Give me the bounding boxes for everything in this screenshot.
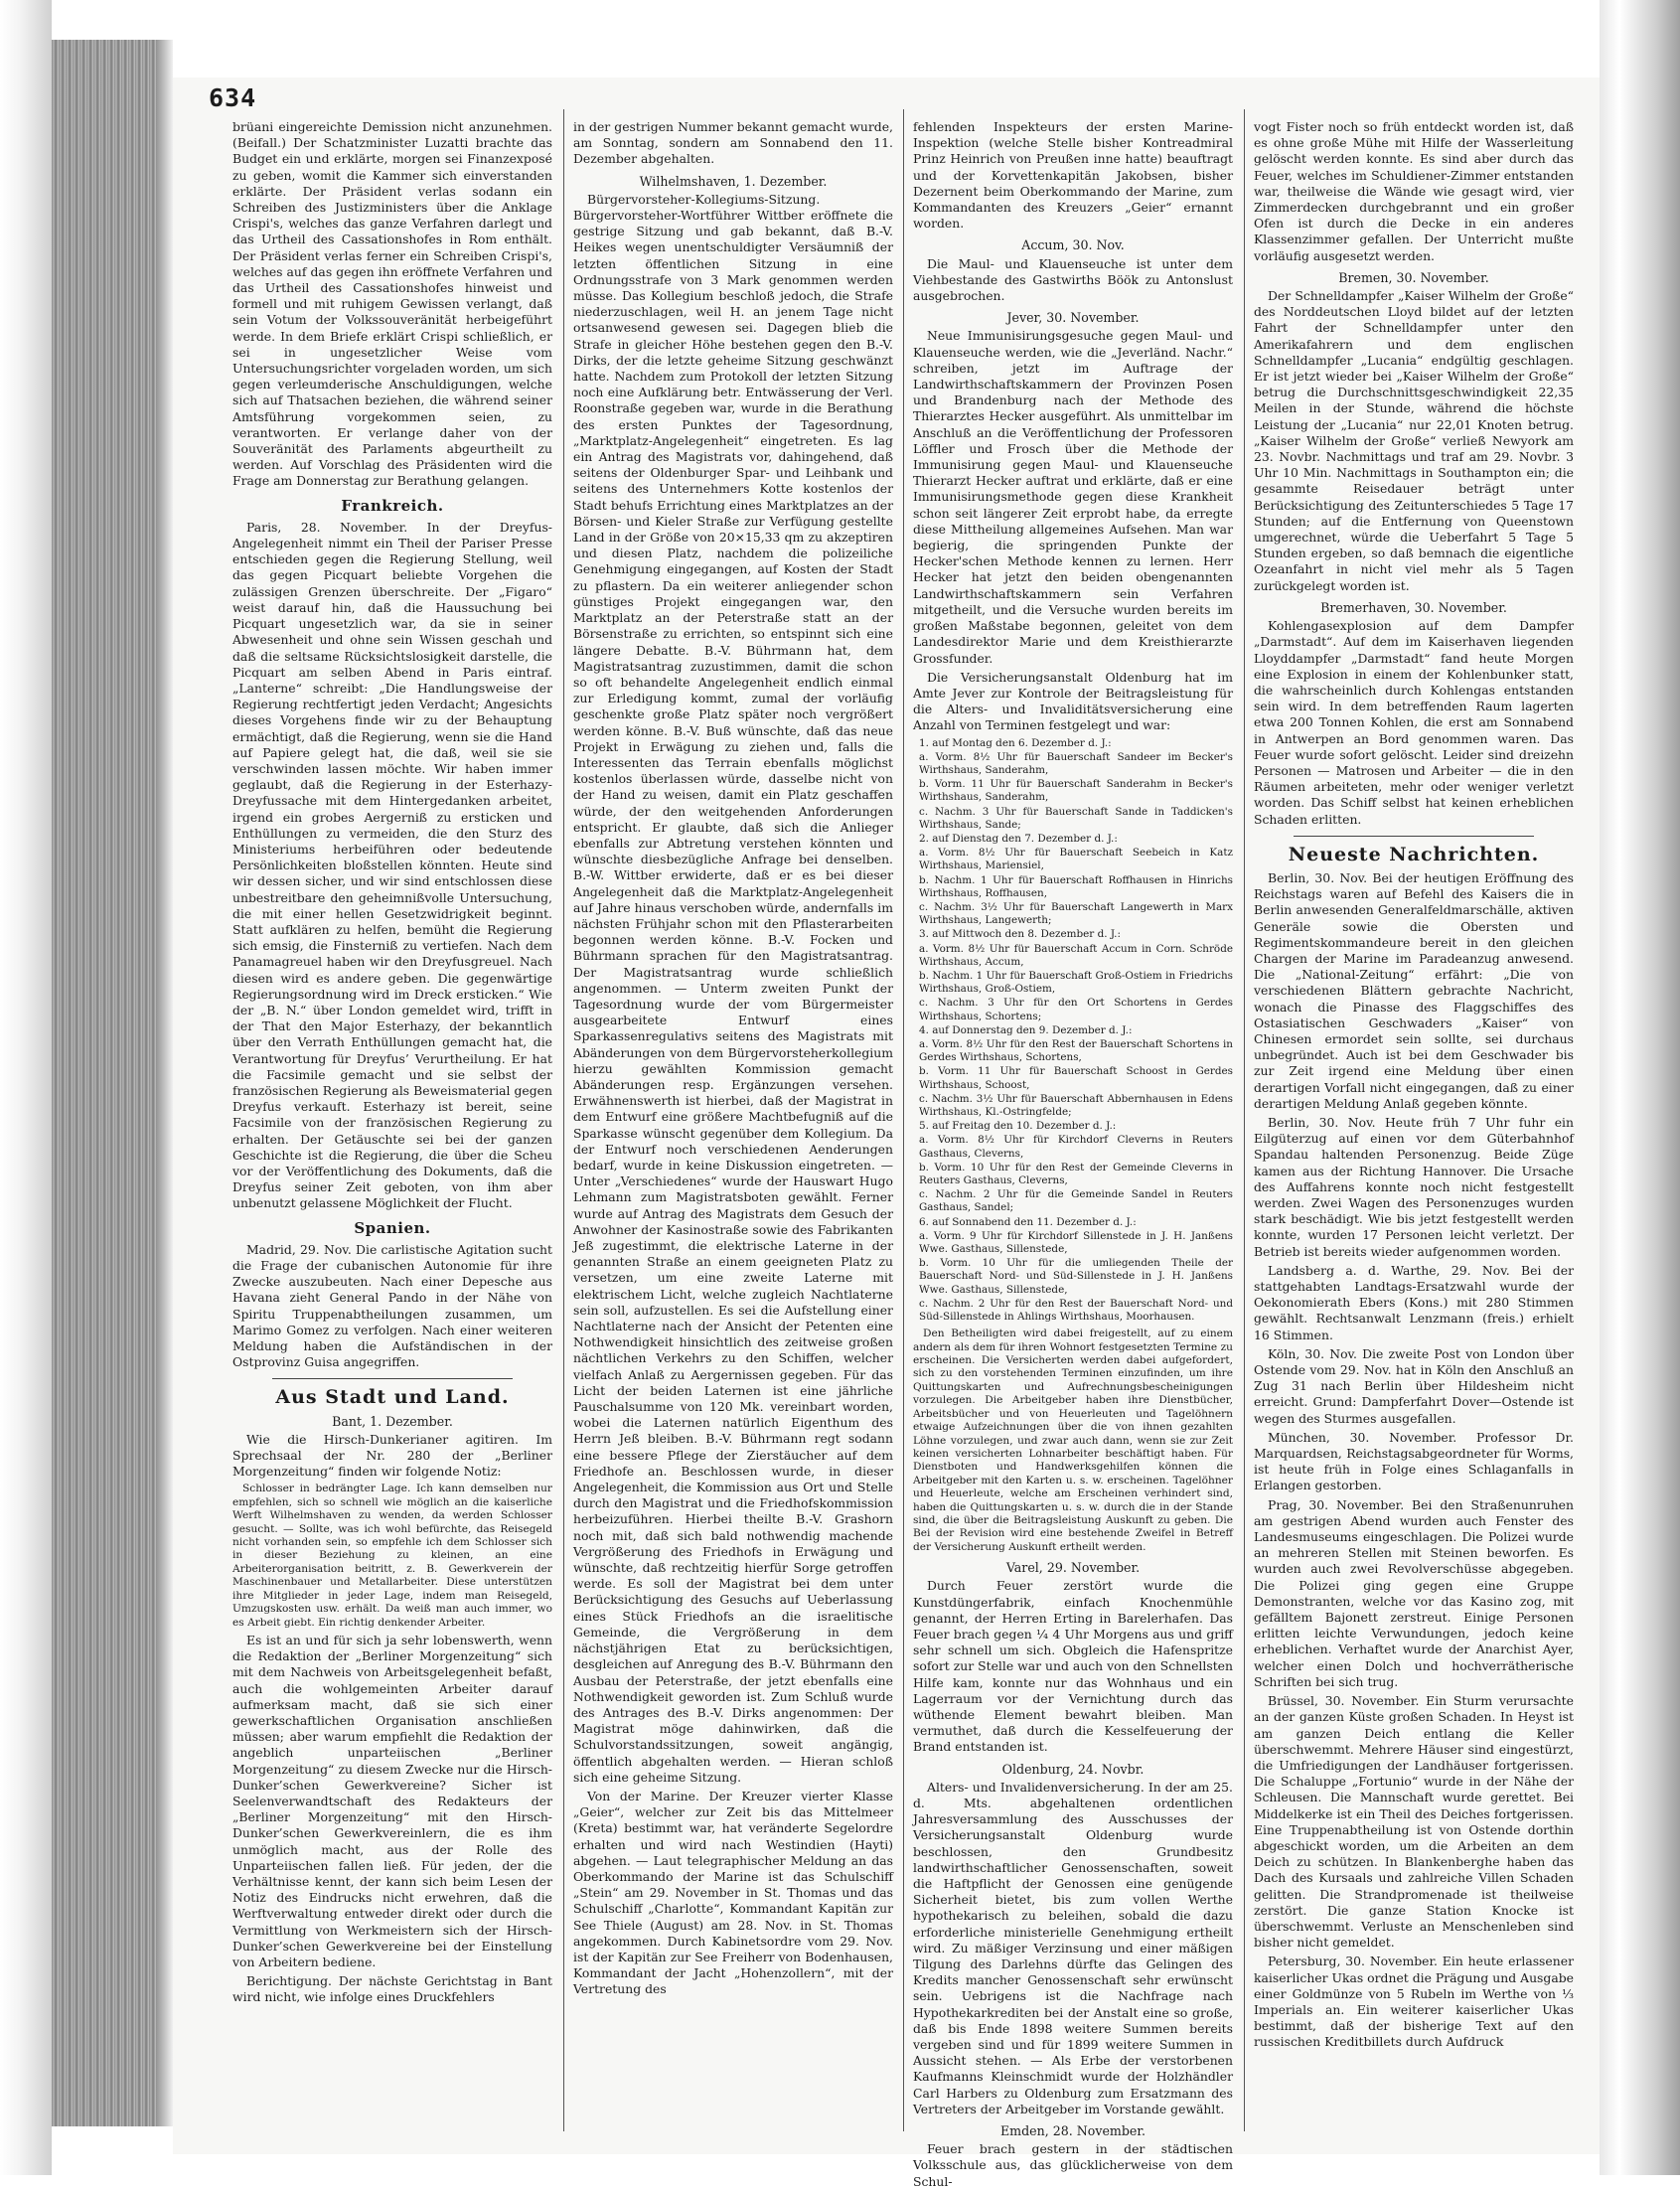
article-paragraph: Petersburg, 30. November. Ein heute erlassener kaiserlicher Ukas ordnet die Prägung und Ausgabe einer Goldmünze von 5 Rubeln im Werthe von ⅓ Imperials an. Ein weiterer kaiserlicher Ukas bestimmt, daß der bisherige Text auf den russischen Kreditbillets durch Aufdruck: [1254, 1954, 1574, 2050]
article-paragraph: Alters- und Invalidenversicherung. In der am 25. d. Mts. abgehaltenen ordentlichen Jahresversammlung des Ausschusses der Versicherungsanstalt Oldenburg wurde beschlossen, den Grundbesitz landwirthschaftlicher Genossenschaften, soweit die Haftpflicht der Genossen eine genügende Sicherheit bietet, bis zum vollen Werthe hypothekarisch zu beleihen, sobald die dazu erforderliche ministerielle Genehmigung ertheilt wird. Zu mäßiger Verzinsung und einer mäßigen Tilgung des Darlehns dürfte das Gelingen des Kredits mancher Genossenschaft sehr erwünscht sein. Uebrigens ist die Nachfrage nach Hypothekarkrediten bei der Anstalt eine so große, daß bis Ende 1898 weitere Summen bereits vergeben sind und für 1899 weitere Summen in Aussicht stehen. — Als Erbe der verstorbenen Kaufmanns Kleinschmidt wurde der Holzhändler Carl Harbers zu Oldenburg zum Ersatzmann des Vertreters der Arbeitgeber im Vorstande gewählt.: [913, 1779, 1233, 2116]
article-paragraph: Bürgervorsteher-Kollegiums-Sitzung. Bürgervorsteher-Wortführer Wittber eröffnete die gestrige Sitzung und gab bekannt, daß B.-V. Heikes wegen unentschuldigter Versäumniß der letzten öffentlichen Sitzung in eine Ordnungsstrafe von 3 Mark genommen werden müsse. Das Kollegium beschloß jedoch, die Strafe niederzuschlagen, weil H. an jenem Tage nicht ortsanwesend gewesen sei. Dagegen blieb die Strafe in gleicher Höhe bestehen gegen den B.-V. Dirks, der die letzte geheime Sitzung geschwänzt hatte. Nachdem zum Protokoll der letzten Sitzung noch eine Aufklärung betr. Entwässerung der Verl. Roonstraße gegeben war, wurde in die Berathung des ersten Punktes der Tagesordnung, „Marktplatz-Angelegenheit“ eingetreten. Es lag ein Antrag des Magistrats vor, dahingehend, daß seitens der Oldenburger Spar- und Leihbank und seitens des Unternehmers Kotte kostenlos der Stadt behufs Errichtung eines Marktplatzes an der Börsen- und Kieler Straße zur Verfügung gestellte Land in der Größe von 20×15,33 qm zu akzeptiren und diesen Platz, nachdem die polizeiliche Genehmigung eingegangen, auf Kosten der Stadt zu pflastern. Da ein weiterer anliegender schon günstiges Projekt eingegangen war, den Marktplatz an der Peterstraße statt an der Börsenstraße zu errichten, so entspinnt sich eine längere Debatte. B.-V. Bührmann hat, dem Magistratsantrag zuzustimmen, damit die schon so oft behandelte Angelegenheit endlich einmal zur Erledigung kommt, zumal der vorläufig geschenkte große Platz später noch vergrößert werden könne. B.-V. Buß wünschte, daß das neue Projekt in Erwägung zu ziehen und, falls die Interessenten das Terrain ebenfalls möglichst kostenlos überlassen würde, dasselbe nicht von der Hand zu weisen, damit ein Platz geschaffen würde, der den weitgehenden Anforderungen entspricht. Er glaubte, daß sich die Anlieger ebenfalls zur Abtretung verstehen könnten und wünschte diesbezügliche Anfrage bei denselben. B.-W. Wittber erwiderte, daß er es bei dieser Angelegenheit daß die Marktplatz-Angelegenheit auf Jahre hinaus verschoben würde, andernfalls im nächsten Frühjahr schon mit den Pflasterarbeiten begonnen werden könne. B.-V. Focken und Bührmann sprachen für den Magistratsantrag. Der Magistratsantrag wurde schließlich angenommen. — Unterm zweiten Punkt der Tagesordnung wurde der vom Bürgermeister ausgearbeitete Entwurf eines Sparkassenregulativs seitens des Magistrats mit Abänderungen von dem Bürgervorsteherkollegium hierzu gewählten Kommission gemacht Abänderungen resp. Ergänzungen versehen. Erwähnenswerth ist hierbei, daß der Magistrat in dem Entwurf eine größere Machtbefugniß auf die Sparkasse wünscht gegenüber dem Kollegium. Da der Entwurf noch verschiedenen Aenderungen bedarf, wurde in keine Diskussion eingetreten. — Unter „Verschiedenes“ wurde der Hauswart Hugo Lehmann zum Magistratsboten gewählt. Ferner wurde auf Antrag des Magistrats dem Gesuch der Anwohner der Kasinostraße sowie des Fabrikanten Jeß zugestimmt, die elektrische Laterne in der genannten Straße an einem geeigneten Platz zu versetzen, um eine zweite Laterne mit elektrischem Licht, welche zugleich Nachtlaterne sein soll, aufzustellen. Es sei die Aufstellung einer Nachtlaterne nach der Ansicht der Petenten eine Nothwendigkeit hinsichtlich des zeitweise großen nächtlichen Verkehrs zu den Schiffen, welcher vielfach Anlaß zu Aergernissen gegeben. Für das Licht der beiden Laternen ist eine jährliche Pauschalsumme von 120 Mk. vereinbart worden, wobei die Laternen natürlich Eigenthum des Herrn Jeß bleiben. B.-V. Bührmann regt sodann eine bessere Pflege der Zierstäucher auf dem Friedhofe an. Beschlossen wurde, in dieser Angelegenheit, die Kommission aus Ort und Stelle durch den Magistrat und die Friedhofskommission herbeizuführen. Hierbei theilte B.-V. Grashorn noch mit, daß sich bald nothwendig machende Vergrößerung des Friedhofs in Erwägung und wünschte, daß rechtzeitig hierfür Sorge getroffen werde. Es soll der Magistrat bei dem unter Berücksichtigung des Gesuchs auf Ueberlassung eines Stück Friedhofs an die israelitische Gemeinde, die Vergrößerung in dem nächstjährigen Etat zu berücksichtigen, desgleichen auf Anregung des B.-V. Bührmann den Ausbau der Peterstraße, der jetzt ebenfalls eine Nothwendigkeit geworden ist. Zum Schluß wurde des Antrages des B.-V. Dirks angenommen: Der Magistrat möge dahinwirken, daß die Schulvorstandssitzungen, soweit angängig, öffentlich abgehalten werden. — Hieran schloß sich eine geheime Sitzung.: [573, 191, 893, 1785]
article-paragraph: Köln, 30. Nov. Die zweite Post von London über Ostende vom 29. Nov. hat in Köln den Anschluß an Zug 31 nach Berlin über Hildesheim nicht erreicht. Grund: Dampferfahrt Dover—Ostende ist wegen des Sturmes ausgefallen.: [1254, 1345, 1574, 1426]
major-section-heading: Neueste Nachrichten.: [1288, 843, 1540, 865]
schedule-entry: b. Nachm. 1 Uhr für Bauerschaft Groß-Ostiem in Friedrichs Wirthshaus, Groß-Ostiem,: [919, 969, 1233, 996]
schedule-entry: a. Vorm. 8½ Uhr für Bauerschaft Accum in Corn. Schröde Wirthshaus, Accum,: [919, 942, 1233, 968]
schedule-day: 3. auf Mittwoch den 8. Dezember d. J.:: [919, 928, 1121, 941]
dateline: Jever, 30. November.: [1006, 310, 1140, 326]
dateline: Oldenburg, 24. Novbr.: [1001, 1761, 1145, 1777]
small-print-block: [913, 1328, 1233, 1554]
schedule-day: 2. auf Dienstag den 7. Dezember d. J.:: [919, 832, 1118, 845]
schedule-entry: c. Nachm. 2 Uhr für die Gemeinde Sandel in Reuters Gasthaus, Sandel;: [919, 1188, 1233, 1214]
article-paragraph: Berlin, 30. Nov. Bei der heutigen Eröffnung des Reichstags waren auf Befehl des Kaisers die in Berlin anwesenden Generalfeldmarschälle, aktiven Generäle sowie die Obersten und Regimentskommandeure bereit in den gleichen Chargen der Marine im Paradeanzug anwesend. Die „National-Zeitung“ erfährt: „Die von verschiedenen Blättern gebrachte Nachricht, wonach die Pinasse des Flaggschiffes des Ostasiatischen Geschwaders „Kaiser“ von Chinesen ermordet sein sollte, sei durchaus unbegründet. Auch ist bei dem Geschwader bis zur Zeit irgend eine Meldung über einen derartigen Vorfall nicht eingegangen, daß zu einer derartigen Meldung Anlaß gegeben könnte.: [1254, 869, 1574, 1111]
dateline: Emden, 28. November.: [999, 2123, 1146, 2139]
schedule-entry: b. Vorm. 11 Uhr für Bauerschaft Sanderahm in Becker's Wirthshaus, Sanderahm,: [919, 778, 1233, 804]
article-paragraph: Landsberg a. d. Warthe, 29. Nov. Bei der stattgehabten Landtags-Ersatzwahl wurde der Oekonomierath Ebers (Kons.) mit 280 Stimmen gewählt. Rechtsanwalt Lenzmann (freis.) erhielt 16 Stimmen.: [1254, 1262, 1574, 1342]
article-paragraph: Kohlengasexplosion auf dem Dampfer „Darmstadt“. Auf dem im Kaiserhaven liegenden Lloyddampfer „Darmstadt“ fand heute Morgen eine Explosion in einem der Kohlenbunker statt, die wahrscheinlich durch Kohlengas entstanden sein wird. In dem betreffenden Raum lagerten etwa 200 Tonnen Kohlen, die erst am Sonnabend in Antwerpen an Bord genommen waren. Das Feuer wurde sofort gelöscht. Leider sind dreizehn Personen — Matrosen und Arbeiter — die in den Räumen arbeiteten, mehr oder weniger verletzt worden. Das Schiff selbst hat keinen erheblichen Schaden erlitten.: [1254, 618, 1574, 827]
section-divider: [1294, 836, 1534, 837]
article-paragraph: Madrid, 29. Nov. Die carlistische Agitation sucht die Frage der cubanischen Autonomie für ihre Zwecke auszubeuten. Nach einer Depesche aus Havana zieht General Pando in der Nähe von Spiritu Truppenabtheilungen zusammen, um Marimo Gomez zu verfolgen. Nach einer weiteren Meldung haben die Aufständischen in der Ostprovinz Guisa angegriffen.: [232, 1241, 552, 1370]
column-4: [1254, 119, 1574, 2131]
dateline: Varel, 29. November.: [1005, 1560, 1141, 1576]
article-paragraph: Die Maul- und Klauenseuche ist unter dem Viehbestande des Gastwirths Böök zu Antonslust ausgebrochen.: [913, 255, 1233, 304]
section-divider: [272, 1378, 513, 1379]
page-stack-edge: [52, 40, 173, 2126]
article-paragraph: Der Schnelldampfer „Kaiser Wilhelm der Große“ des Norddeutschen Lloyd bildet auf der letzten Fahrt der Schnelldampfer unter den Amerikafahrern und dem englischen Schnelldampfer „Lucania“ endgültig geschlagen. Er ist jetzt wieder bei „Kaiser Wilhelm der Große“ betrug die Durchschnittsgeschwindigkeit 22,35 Meilen in der Stunde, während die höchste Leistung der „Lucania“ nur 22,01 Knoten betrug. „Kaiser Wilhelm der Große“ verließ Newyork am 23. Novbr. Nachmittags und traf am 29. Novbr. 3 Uhr 10 Min. Nachmittags in Southampton ein; die gesammte Reisedauer beträgt unter Berücksichtigung des Zeitunterschiedes 5 Tage 17 Stunden; auf die Entfernung von Queenstown umgerechnet, würde die Ueberfahrt 5 Tage 5 Stunden ergeben, so daß bemnach die eigentliche Ozeanfahrt in nicht viel mehr als 5 Tagen zurückgelegt worden ist.: [1254, 288, 1574, 593]
article-paragraph: Berichtigung. Der nächste Gerichtstag in Bant wird nicht, wie infolge eines Druckfehlers: [232, 1973, 552, 2005]
major-section-heading: Aus Stadt und Land.: [275, 1386, 510, 1409]
schedule-entry: b. Vorm. 10 Uhr für den Rest der Gemeinde Cleverns in Reuters Gasthaus, Cleverns,: [919, 1161, 1233, 1187]
article-paragraph: Wie die Hirsch-Dunkerianer agitiren. Im Sprechsaal der Nr. 280 der „Berliner Morgenzeitung“ finden wir folgende Notiz:: [232, 1431, 552, 1480]
article-paragraph: München, 30. November. Professor Dr. Marquardsen, Reichstagsabgeordneter für Worms, ist heute früh in Folge eines Schlaganfalls in Erlangen gestorben.: [1254, 1429, 1574, 1493]
article-paragraph: in der gestrigen Nummer bekannt gemacht wurde, am Sonntag, sondern am Sonnabend den 11. Dezember abgehalten.: [573, 119, 893, 167]
dateline: Bant, 1. Dezember.: [332, 1413, 453, 1429]
article-paragraph: Prag, 30. November. Bei den Straßenunruhen am gestrigen Abend wurden auch Fenster des Landesmuseums eingeschlagen. Die Polizei wurde an mehreren Stellen mit Steinen beworfen. Es wurden auch zwei Revolverschüsse abgegeben. Die Polizei ging gegen eine Gruppe Demonstranten, welche vor das Kasino zog, mit gefälltem Bajonett zerstreut. Einige Personen erlitten leichte Verwundungen, jedoch keine erheblichen. Verhaftet wurde der Anarchist Ayer, welcher einen Dolch und hochverrätherische Schriften bei sich trug.: [1254, 1496, 1574, 1689]
small-print-paragraph: Den Betheiligten wird dabei freigestellt, auf zu einem andern als dem für ihren Wohnort festgesetzten Termine zu erscheinen. Die Versicherten werden dabei aufgefordert, sich zu den vorstehenden Terminen einzufinden, um ihre Quittungskarten und Aufrechnungsbescheinigungen vorzulegen. Die Arbeitgeber haben ihre Dienstbücher, Arbeitsbücher und von Heuerleuten und Tagelöhnern etwaige Aufzeichnungen über die von ihnen gezahlten Löhne vorzulegen, und zwar auch dann, wenn sie zur Zeit keinen versicherten Lohnarbeiter beschäftigt haben. Für Dienstboten und Handwerksgehilfen können die Arbeitgeber mit den Karten u. s. w. erscheinen. Tagelöhner und Heuerleute, welche am Erscheinen verhindert sind, haben die Quittungskarten u. s. w. durch die in der Stande sind, die über die Beitragsleistung Auskunft zu geben. Die Bei der Revision wird eine bestehende Zweifel in Betreff der Versicherung Auskunft ertheilt werden.: [913, 1328, 1233, 1553]
article-paragraph: fehlenden Inspekteurs der ersten Marine-Inspektion (welche Stelle bisher Kontreadmiral Prinz Heinrich von Preußen inne hatte) beauftragt und der Korvettenkapitän Jakobsen, bisher Dezernent beim Oberkommando der Marine, zum Kommandanten des Kreuzers „Geier“ ernannt worden.: [913, 119, 1233, 232]
schedule-entry: c. Nachm. 3 Uhr für Bauerschaft Sande in Taddicken's Wirthshaus, Sande;: [919, 805, 1233, 831]
article-paragraph: Die Versicherungsanstalt Oldenburg hat im Amte Jever zur Kontrole der Beitragsleistung für die Alters- und Invaliditätsversicherung eine Anzahl von Terminen festgelegt und war:: [913, 669, 1233, 733]
book-binding-left: [0, 0, 52, 2175]
column-3: [913, 119, 1233, 2189]
schedule-entry: c. Nachm. 3½ Uhr für Bauerschaft Abbernhausen in Edens Wirthshaus, Kl.-Ostringfelde;: [919, 1092, 1233, 1118]
small-print-block: [232, 1483, 552, 1629]
dateline: Wilhelmshaven, 1. Dezember.: [639, 173, 828, 189]
column-rule: [563, 109, 564, 2131]
dateline: Bremen, 30. November.: [1338, 269, 1489, 285]
dateline: Accum, 30. Nov.: [1021, 237, 1125, 253]
column-rule: [903, 109, 904, 2131]
schedule-list: [913, 737, 1233, 1325]
page-number: 634: [209, 83, 257, 112]
article-paragraph: Berlin, 30. Nov. Heute früh 7 Uhr fuhr ein Eilgüterzug auf einen vor dem Güterbahnhof Spandau haltenden Personenzug. Beide Züge kamen aus der Richtung Hannover. Die Ursache des Auffahrens konnte noch nicht festgestellt werden. Zwei Wagen des Personenzuges wurden stark beschädigt. Wie bis jetzt festgestellt werden konnte, wurden 17 Personen leicht verletzt. Der Betrieb ist bereits wieder aufgenommen worden.: [1254, 1114, 1574, 1259]
book-edge-right: [1600, 0, 1680, 2175]
section-heading: Spanien.: [354, 1218, 431, 1237]
schedule-entry: c. Nachm. 2 Uhr für den Rest der Bauerschaft Nord- und Süd-Sillenstede in Ahlings Wirthshaus, Moorhausen.: [919, 1297, 1233, 1324]
section-heading: Frankreich.: [341, 496, 444, 515]
schedule-entry: b. Nachm. 1 Uhr für Bauerschaft Roffhausen in Hinrichs Wirthshaus, Roffhausen,: [919, 873, 1233, 899]
column-2: [573, 119, 893, 2131]
schedule-entry: a. Vorm. 9 Uhr für Kirchdorf Sillenstede in J. H. Janßens Wwe. Gasthaus, Sillenstede,: [919, 1229, 1233, 1256]
article-paragraph: Brüssel, 30. November. Ein Sturm verursachte an der ganzen Küste großen Schaden. In Heyst ist am ganzen Deich entlang die Keller überschwemmt. Mehrere Häuser sind eingestürzt, die Umfriedigungen der Landhäuser fortgerissen. Die Schaluppe „Fortunio“ wurde in der Nähe der Schleusen. Die Mannschaft wurde gerettet. Bei Middelkerke ist ein Theil des Deiches fortgerissen. Eine Truppenabtheilung ist von Ostende dorthin abgeschickt worden, um die Arbeiten an dem Deich zu schützen. In Blankenberghe haben das Dach des Kursaals und zahlreiche Villen Schaden gelitten. Die Strandpromenade ist theilweise zerstört. Die ganze Station Knocke ist überschwemmt. Verluste an Menschenleben sind bisher nicht gemeldet.: [1254, 1693, 1574, 1951]
schedule-day: 1. auf Montag den 6. Dezember d. J.:: [919, 736, 1112, 749]
article-paragraph: Durch Feuer zerstört wurde die Kunstdüngerfabrik, einfach Knochenmühle genannt, der Herren Erting in Barelerhafen. Das Feuer brach gegen ¼ 4 Uhr Morgens aus und griff sehr schnell um sich. Obgleich die Hafenspritze sofort zur Stelle war und auch von den Schnellsten Hilfe kam, konnte nur das Wohnhaus und ein Lagerraum vor der Vernichtung durch das wüthende Element bewahrt bleiben. Man vermuthet, daß durch die Kesselfeuerung der Brand entstanden ist.: [913, 1578, 1233, 1755]
article-paragraph: brüani eingereichte Demission nicht anzunehmen. (Beifall.) Der Schatzminister Luzatti brachte das Budget ein und erklärte, morgen sei Finanzexposé zu geben, womit die Kammer sich einverstanden erklärte. Der Präsident verlas sodann ein Schreiben des Justizministers über die Anklage Crispi's, welches das ganze Verfahren darlegt und das Urtheil des Cassationshofes in Rom enthält. Der Präsident verlas ferner ein Schreiben Crispi's, welches auf das gegen ihn eröffnete Verfahren und das Urtheil des Cassationshofes hinweist und formell und mit ruhigem Gewissen verlangt, daß sein Votum der Volkssouveränität herbeigeführt werde. In dem Briefe erklärt Crispi schließlich, er sei in ungesetzlicher Weise vom Untersuchungsrichter vorgeladen worden, um sich gegen verleumderische Anschuldigungen, welche sich auf Thatsachen beziehen, die während seiner Amtsführung vorgekommen seien, zu verantworten. Er verlange daher von der Souveränität des Parlaments abgeurtheilt zu werden. Auf Vorschlag des Präsidenten wird die Frage am Donnerstag zur Berathung gelangen.: [232, 119, 552, 489]
article-paragraph: Von der Marine. Der Kreuzer vierter Klasse „Geier“, welcher zur Zeit bis das Mittelmeer (Kreta) bestimmt war, hat veränderte Segelordre erhalten und wird nach Westindien (Hayti) abgehen. — Laut telegraphischer Meldung an das Oberkommando der Marine ist das Schulschiff „Stein“ am 29. November in St. Thomas und das Schulschiff „Charlotte“, Kommandant Kapitän zur See Thiele (August) am 28. Nov. in St. Thomas angekommen. Durch Kabinetsordre vom 29. Nov. ist der Kapitän zur See Freiherr von Bodenhausen, Kommandant der Jacht „Hohenzollern“, mit der Vertretung des: [573, 1788, 893, 1997]
schedule-entry: c. Nachm. 3½ Uhr für Bauerschaft Langewerth in Marx Wirthshaus, Langewerth;: [919, 900, 1233, 927]
article-paragraph: vogt Fister noch so früh entdeckt worden ist, daß es ohne große Mühe mit Hilfe der Wasserleitung gelöscht werden konnte. Es sind aber durch das Feuer, welches im Schuldiener-Zimmer entstanden war, theilweise die Wände wie gesagt wird, vier Zimmerdecken durchgebrannt und ein großer Ofen ist durch die Decke in ein anderes Klassenzimmer gefallen. Der Unterricht mußte vorläufig ausgesetzt werden.: [1254, 119, 1574, 263]
schedule-entry: b. Vorm. 10 Uhr für die umliegenden Theile der Bauerschaft Nord- und Süd-Sillenstede in J. H. Janßens Wwe. Gasthaus, Sillenstede,: [919, 1257, 1233, 1296]
schedule-day: 6. auf Sonnabend den 11. Dezember d. J.:: [919, 1215, 1137, 1228]
schedule-entry: b. Vorm. 11 Uhr für Bauerschaft Schoost in Gerdes Wirthshaus, Schoost,: [919, 1065, 1233, 1091]
small-print-paragraph: Schlosser in bedrängter Lage. Ich kann demselben nur empfehlen, sich so schnell wie möglich an die kaiserliche Werft Wilhelmshaven zu wenden, da werden Schlosser gesucht. — Sollte, was ich wohl befürchte, das Reisegeld nicht vorhanden sein, so empfehle ich dem Schlosser sich in dieser Beziehung zu kleinen, an eine Arbeiterorganisation beitritt, z. B. Gewerkverein der Maschinenbauer und Metallarbeiter. Diese unterstützen ihre Mitglieder in jeder Lage, indem man Reisegeld, Umzugskosten usw. erhält. Da weiß man auch immer, wo es Arbeit giebt. Ein richtig denkender Arbeiter.: [232, 1483, 552, 1629]
column-1: [232, 119, 552, 2131]
column-rule: [1244, 109, 1245, 2131]
article-paragraph: Paris, 28. November. In der Dreyfus-Angelegenheit nimmt ein Theil der Pariser Presse entschieden gegen die Regierung Stellung, weil das gegen Picquart beliebte Vorgehen die zulässigen Grenzen überschreite. Der „Figaro“ weist darauf hin, daß die Haussuchung bei Picquart ungesetzlich war, da sie in seiner Abwesenheit und ohne sein Wissen geschah und daß die seltsame Rücksichtslosigkeit darstelle, die Picquart am selben Abend in Paris eintraf. „Lanterne“ schreibt: „Die Handlungsweise der Regierung rechtfertigt jeden Verdacht; Angesichts dieses Vorgehens finde wir zu der Behauptung ermächtigt, daß die Regierung, wenn sie die Hand auf Papiere gelegt hat, die daß, weil sie sie verschwinden lassen möchte. Wir haben immer geglaubt, daß die Regierung in der Esterhazy-Dreyfussache mit dem Hintergedanken arbeitet, irgend ein grobes Aergerniß zu ersticken und Enthüllungen zu vermeiden, die den Sturz des Ministeriums herbeiführen oder bedeutende Persönlichkeiten bloßstellen könnten. Heute sind wir dessen sicher, und wir sind entschlossen diese unbestreitbare den geheimnißvolle Untersuchung, die mit einer hellen Gesetzwidrigkeit beginnt. Statt aufklären zu helfen, bemüht die Regierung sich emsig, die Finsterniß zu vertiefen. Nach dem Panamagreuel haben wir den Dreyfusgreuel. Nach diesen wird es andere geben. Die gegenwärtige Regierungsordnung wird im Dreck ersticken.“ Wie der „B. N.“ über London gemeldet wird, trifft in der That den Major Esterhazy, der bekanntlich über den Verrath Enthüllungen gemacht hat, die Verantwortung für Dreyfus’ Verurtheilung. Er hat die Facsimile gemacht und sie selbst der französischen Regierung als Beweismaterial gegen Dreyfus verkauft. Esterhazy ist bereit, seine Facsimile von der französischen Regierung zu erhalten. Der Getäuschte sei bei der ganzen Geschichte ist die Regierung, die über die Scheu vor der Veröffentlichung des Dokuments, daß die Dreyfus seiner Zeit geboten, von ihm aber unbenutzt gelassene Möglichkeit der Flucht.: [232, 519, 552, 1211]
article-paragraph: Es ist an und für sich ja sehr lobenswerth, wenn die Redaktion der „Berliner Morgenzeitung“ sich mit dem Nachweis von Arbeitsgelegenheit befaßt, auch die wohlgemeinten Arbeiter darauf aufmerksam macht, daß sie sich einer gewerkschaftlichen Organisation anschließen müssen; aber warum empfiehlt die Redaktion der angeblich unparteiischen „Berliner Morgenzeitung“ zu diesem Zwecke nur die Hirsch-Dunker’schen Gewerkvereine? Sicher ist Seelenverwandtschaft des Redakteurs der „Berliner Morgenzeitung“ mit den Hirsch-Dunker’schen Gewerkvereinlern, die es ihm unmöglich macht, aus der Rolle des Unparteiischen fallen ließ. Für jeden, der die Verhältnisse kennt, der kann sich beim Lesen der Notiz des Eindrucks nicht erwehren, daß die Werftverwaltung entweder direkt oder durch die Vermittlung von Werkmeistern sich der Hirsch-Dunker’schen Gewerkvereine bei der Einstellung von Arbeitern bediene.: [232, 1632, 552, 1969]
dateline: Bremerhaven, 30. November.: [1320, 599, 1507, 615]
schedule-entry: a. Vorm. 8½ Uhr für Kirchdorf Cleverns in Reuters Gasthaus, Cleverns,: [919, 1134, 1233, 1160]
schedule-day: 4. auf Donnerstag den 9. Dezember d. J.:: [919, 1023, 1133, 1036]
schedule-entry: c. Nachm. 3 Uhr für den Ort Schortens in Gerdes Wirthshaus, Schortens;: [919, 997, 1233, 1022]
article-paragraph: Feuer brach gestern in der städtischen Volksschule aus, das glücklicherweise von dem Schul-: [913, 2141, 1233, 2189]
schedule-entry: a. Vorm. 8½ Uhr für Bauerschaft Seebeich in Katz Wirthshaus, Mariensiel,: [919, 847, 1233, 872]
schedule-entry: a. Vorm. 8½ Uhr für Bauerschaft Sandeer im Becker's Wirthshaus, Sanderahm,: [919, 750, 1233, 776]
article-paragraph: Neue Immunisirungsgesuche gegen Maul- und Klauenseuche werden, wie die „Jeverländ. Nachr.“ schreiben, jetzt im Auftrage der Landwirthschaftskammern der Provinzen Posen und Brandenburg nach der Methode des Thierarztes Hecker ausgeführt. Als unmittelbar im Anschluß an die Veröffentlichung der Professoren Löffler und Frosch über die Methode der Immunisirung gegen Maul- und Klauenseuche Thierarzt Hecker auftrat und erklärte, daß er eine Immunisirungsmethode gegen diese Krankheit schon seit längerer Zeit erprobt habe, da erregte diese Mittheilung allgemeines Aufsehen. Man war begierig, die springenden Punkte der Hecker'schen Methode kennen zu lernen. Herr Hecker hat jetzt den beiden obengenannten Landwirthschaftskammern sein Verfahren mitgetheilt, und die Versuche wurden bereits im großen Maßstabe begonnen, geleitet von dem Landesdirektor Marie und dem Kreisthierarzte Grossfunder.: [913, 328, 1233, 666]
schedule-day: 5. auf Freitag den 10. Dezember d. J.:: [919, 1120, 1117, 1133]
schedule-entry: a. Vorm. 8½ Uhr für den Rest der Bauerschaft Schortens in Gerdes Wirthshaus, Schortens,: [919, 1037, 1233, 1064]
